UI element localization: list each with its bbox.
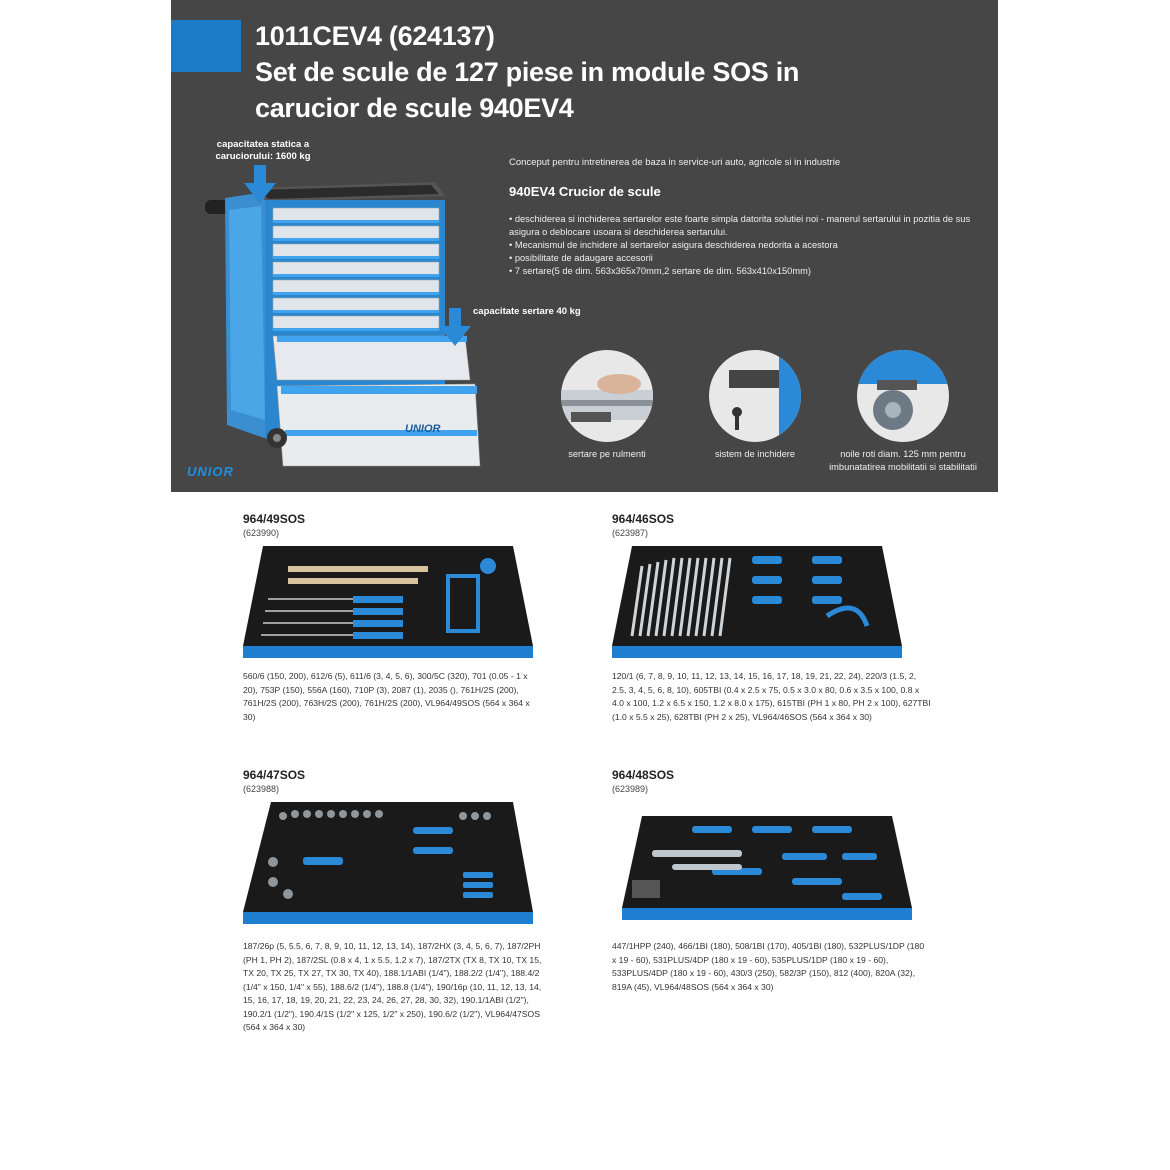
arrow-down-icon [244,165,276,203]
unior-logo: UNIOR [187,464,234,479]
module-contents: 560/6 (150, 200), 612/6 (5), 611/6 (3, 4, 5, 6), 300/5C (320), 701 (0.05 - 1 x 20), 753P (150), 556A (160), 710P (3), 2087 (1), 2035 (), 761H/2S (200), 761H/2S (200), 763H/2S (200), 761H/2S (200), VL964/49SOS (564 x 364 x 30) [243,671,530,722]
tray-image [612,546,902,661]
tray-image [243,546,533,661]
tray-image [243,802,533,930]
title-line-1: 1011CEV4 (624137) [255,21,495,51]
tray-image [612,808,912,926]
module-title: 964/47SOS [243,768,306,782]
static-capacity-label: capacitatea statica a caruciorului: 1600 kg [215,139,311,162]
lock-system-image [709,350,801,442]
module-contents: 447/1HPP (240), 466/1BI (180), 508/1BI (170), 405/1BI (180), 532PLUS/1DP (180 x 19 - 60), 531PLUS/4DP (180 x 19 - 60), 535PLUS/1DP (180 x 19 - 60), 533PLUS/4DP (180 x 19 - 60), 430/3 (250), 582/3P (150), 812 (400), 820A (32), 819A (45), VL964/48SOS (564 x 364 x 30) [612,941,925,992]
module-code: (623989) [612,784,649,794]
bullet-item: • 7 sertare(5 de dim. 563x365x70mm,2 sertare de dim. 563x410x150mm) [509,266,811,276]
drawer-capacity-label: capacitate sertare 40 kg [473,306,581,317]
feature-label: noile roti diam. 125 mm pentru imbunatatirea mobilitatii si stabilitatii [829,449,977,472]
module-code: (623987) [612,528,649,538]
bullet-item: • posibilitate de adaugare accesorii [509,253,653,263]
feature-label: sistem de inchidere [714,449,796,459]
module-title: 964/49SOS [243,512,306,526]
feature-label: sertare pe rulmenti [568,449,646,459]
page-title [255,18,799,126]
module-title: 964/48SOS [612,768,675,782]
bullet-item: • Mecanismul de inchidere al sertarelor asigura deschiderea nedorita a acestora [509,240,838,250]
cart-subheading: 940EV4 Crucior de scule [509,184,661,199]
module-contents: 120/1 (6, 7, 8, 9, 10, 11, 12, 13, 14, 15, 16, 17, 18, 19, 21, 22, 24), 220/3 (1.5, 2, 2.5, 3, 4, 5, 6, 8, 10), 605TBI (0.4 x 2.5 x 75, 0.5 x 3.0 x 80, 0.6 x 3.5 x 100, 0.8 x 4.0 x 100, 1.2 x 6.5 x 150, 1.2 x 8.0 x 175), 615TBI (PH 1 x 80, PH 2 x 100), 627TBI (1.0 x 5.5 x 25), 628TBI (PH 2 x 25), VL964/46SOS (564 x 364 x 30) [612,671,931,722]
brand-accent-block [171,20,241,72]
feature-bullets [509,213,979,278]
intro-text: Conceput pentru intretinerea de baza in service-uri auto, agricole si in industrie [509,157,841,168]
bullet-item: • deschiderea si inchiderea sertarelor este foarte simpla datorita solutiei noi - manerul sertarului in pozitia de sus asigura o deblocare usoara si deschiderea sertarului. [509,214,971,237]
feature-wheels [813,350,993,474]
arrow-down-icon [439,308,471,346]
cart-logo: UNIOR [405,423,441,435]
module-code: (623990) [243,528,280,538]
wheel-image [857,350,949,442]
title-line-2: Set de scule de 127 piese in module SOS in [255,57,800,87]
module-contents: 187/26p (5, 5.5, 6, 7, 8, 9, 10, 11, 12, 13, 14), 187/2HX (3, 4, 5, 6, 7), 187/2PH (PH 1, PH 2), 187/2SL (0.8 x 4, 1 x 5.5, 1.2 x 7), 187/2TX (TX 8, TX 10, TX 15, TX 20, TX 25, TX 27, TX 30, TX 40), 188.1/1ABI (1/4"), 188.2/2 (1/4"), 188.4/2 (1/4" x 150, 1/4" x 55), 188.6/2 (1/4"), 188.8 (1/4"), 190/16p (10, 11, 12, 13, 14, 15, 16, 17, 18, 19, 20, 21, 22, 23, 24, 26, 27, 28, 30, 32), 190.1/1ABI (1/2"), 190.2/1 (1/2"), 190.4/1S (1/2" x 125, 1/2" x 250), 190.6/2 (1/2"), VL964/47SOS (564 x 364 x 30) [243,941,542,1032]
module-title: 964/46SOS [612,512,675,526]
title-line-3: carucior de scule 940EV4 [255,93,574,123]
module-code: (623988) [243,784,280,794]
bearing-drawer-image [561,350,653,442]
